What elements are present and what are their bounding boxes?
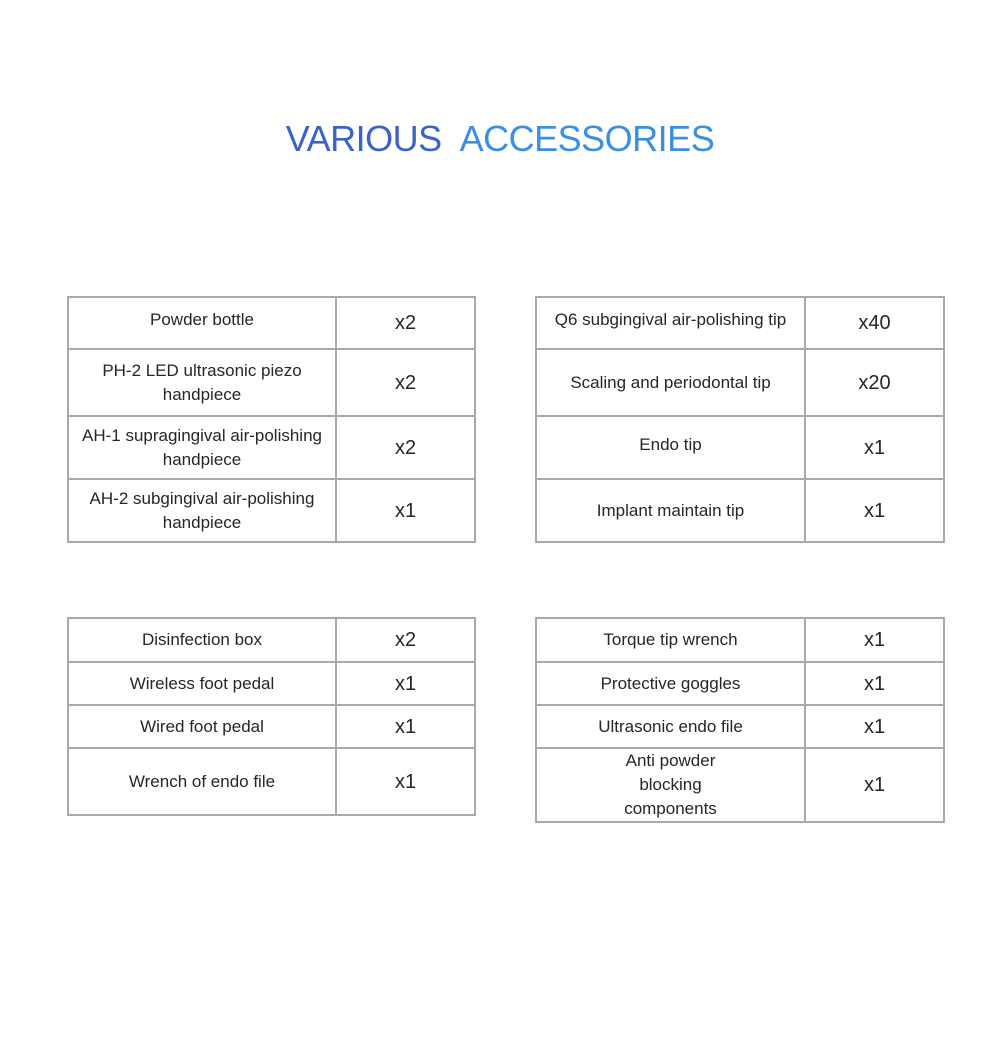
item-quantity: x2 xyxy=(336,618,475,662)
item-name: Ultrasonic endo file xyxy=(536,705,805,748)
item-name: Powder bottle xyxy=(68,297,336,349)
item-name: AH-2 subgingival air-polishing handpiece xyxy=(68,479,336,542)
table-row xyxy=(536,349,944,416)
table-row xyxy=(536,416,944,479)
item-quantity: x1 xyxy=(805,705,944,748)
table-row xyxy=(68,479,475,542)
item-name: Scaling and periodontal tip xyxy=(536,349,805,416)
accessory-table-tips xyxy=(535,296,945,543)
item-name: Q6 subgingival air-polishing tip xyxy=(536,297,805,349)
item-name: AH-1 supragingival air-polishing handpiece xyxy=(68,416,336,479)
table-row xyxy=(536,705,944,748)
item-quantity: x1 xyxy=(805,662,944,705)
item-name: Anti powder blocking components xyxy=(536,748,805,822)
item-quantity: x2 xyxy=(336,416,475,479)
table-row xyxy=(536,297,944,349)
table-row xyxy=(536,479,944,542)
item-name: Protective goggles xyxy=(536,662,805,705)
accessory-table-pedals xyxy=(67,617,476,816)
table-row xyxy=(68,705,475,748)
accessory-table-handpieces xyxy=(67,296,476,543)
table-row xyxy=(536,618,944,662)
table-row xyxy=(536,662,944,705)
item-quantity: x2 xyxy=(336,297,475,349)
item-name: Implant maintain tip xyxy=(536,479,805,542)
item-quantity: x1 xyxy=(805,748,944,822)
item-quantity: x40 xyxy=(805,297,944,349)
item-name: Endo tip xyxy=(536,416,805,479)
accessory-table-tools xyxy=(535,617,945,823)
table-row xyxy=(68,416,475,479)
item-name: Disinfection box xyxy=(68,618,336,662)
item-quantity: x20 xyxy=(805,349,944,416)
table-row xyxy=(536,748,944,822)
item-name: PH-2 LED ultrasonic piezo handpiece xyxy=(68,349,336,416)
item-quantity: x1 xyxy=(805,479,944,542)
table-row xyxy=(68,618,475,662)
item-quantity: x1 xyxy=(336,705,475,748)
item-name: Wired foot pedal xyxy=(68,705,336,748)
table-row xyxy=(68,748,475,815)
table-row xyxy=(68,349,475,416)
item-name: Wireless foot pedal xyxy=(68,662,336,705)
table-row xyxy=(68,297,475,349)
table-row xyxy=(68,662,475,705)
title-part-various: VARIOUS xyxy=(285,118,442,159)
item-quantity: x1 xyxy=(336,748,475,815)
item-quantity: x1 xyxy=(805,416,944,479)
item-quantity: x1 xyxy=(805,618,944,662)
title-part-accessories: ACCESSORIES xyxy=(459,118,715,159)
item-quantity: x1 xyxy=(336,479,475,542)
item-name: Wrench of endo file xyxy=(68,748,336,815)
item-quantity: x2 xyxy=(336,349,475,416)
item-name: Torque tip wrench xyxy=(536,618,805,662)
page-title xyxy=(0,118,1000,160)
item-quantity: x1 xyxy=(336,662,475,705)
